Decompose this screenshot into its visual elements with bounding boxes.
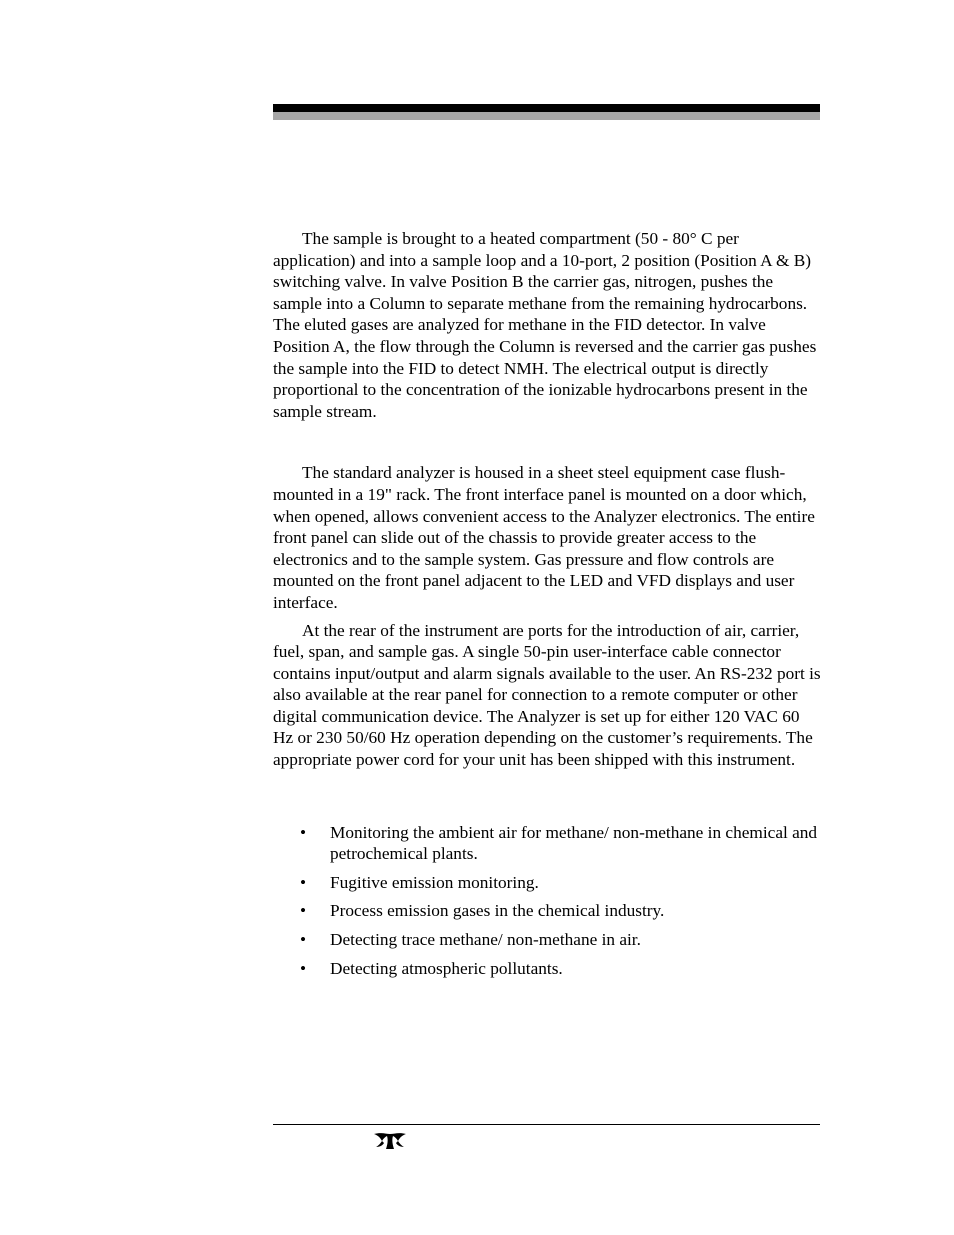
header-rule-dark [273,104,820,112]
footer-rule [273,1124,820,1125]
header-rule-shadow [273,112,820,120]
bullet-icon: • [300,872,307,892]
bullet-icon: • [300,958,307,978]
paragraph-sample-flow: The sample is brought to a heated compartment (50 - 80° C per application) and into a sample loop and a 10-port, 2 position (Position A & B) switching valve. In valve Position B the carrier gas, nitrogen, pushes the sample into a Column to separate methane from the remaining hydrocarbons. The eluted gases are analyzed for methane in the FID detector. In valve Position A, the flow through the Column is reversed and the carrier gas pushes the sample into the FID to detect NMH. The electrical output is directly proportional to the concentration of the ionizable hydrocarbons present in the sample stream. [273,229,817,421]
bullet-icon: • [300,901,307,921]
section-gap [273,771,821,822]
list-item-text: Detecting atmospheric pollutants. [330,958,563,978]
list-item-text: Process emission gases in the chemical industry. [330,901,665,921]
paragraph-housing: The standard analyzer is housed in a sheet steel equipment case flush-mounted in a 19" rack. The front interface panel is mounted on a door which, when opened, allows convenient access to the Analyzer electronics. The entire front panel can slide out of the chassis to provide greater access to the electronics and to the sample system. Gas pressure and flow controls are mounted on the front panel adjacent to the LED and VFD displays and user interface. [273,463,815,612]
list-item-text: Fugitive emission monitoring. [330,872,539,892]
applications-list [273,822,821,980]
list-item [273,872,821,894]
bullet-icon: • [300,930,307,950]
bullet-icon: • [300,822,307,842]
list-item-text: Detecting trace methane/ non-methane in air. [330,930,641,950]
teledyne-logo-icon [372,1131,408,1151]
list-item [273,929,821,951]
list-item [273,822,821,865]
header-rule [273,104,820,120]
paragraph-rear-panel: At the rear of the instrument are ports for the introduction of air, carrier, fuel, span, and sample gas. A single 50-pin user-interface cable connector contains input/output and alarm signals available to the user. An RS-232 port is also available at the rear panel for connection to a remote computer or other digital communication device. The Analyzer is set up for either 120 VAC 60 Hz or 230 50/60 Hz operation depending on the customer’s requirements. The appropriate power cord for your unit has been shipped with this instrument. [273,620,821,770]
section-gap [273,422,821,462]
list-item [273,958,821,980]
page-content [273,228,821,986]
list-item [273,900,821,922]
list-item-text: Monitoring the ambient air for methane/ non-methane in chemical and petrochemical plants. [330,822,818,864]
